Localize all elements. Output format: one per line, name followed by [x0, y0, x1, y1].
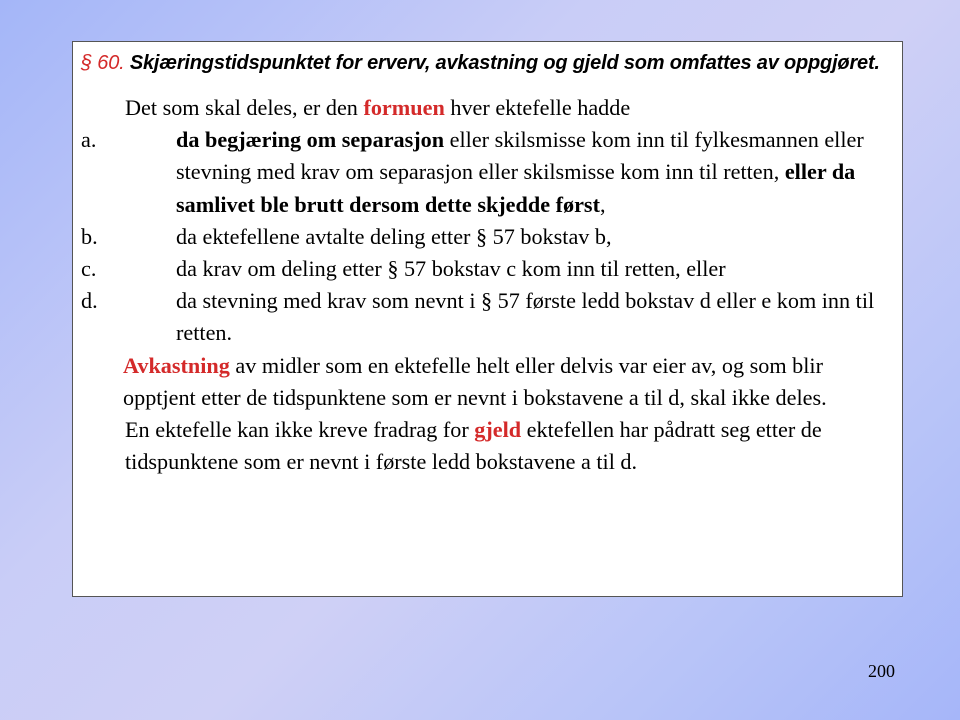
section-heading — [81, 48, 894, 78]
item-a-bold-2: eller da samlivet ble brutt dersom dette skjedde først — [176, 159, 856, 217]
avkastning-paragraph — [81, 350, 894, 414]
avkastning-text: av midler som en ektefelle helt eller delvis var eier av, og som blir opptjent etter de tidspunktene som er nevnt i bokstavene a til d, skal ikke deles. — [123, 352, 827, 410]
list-text: da krav om deling etter § 57 bokstav c kom inn til retten, eller — [176, 256, 726, 282]
gjeld-text-2: ektefellen har pådratt seg etter de tidspunktene som er nevnt i første ledd bokstavene a til d. — [125, 417, 822, 475]
list-letter: a. — [81, 127, 97, 153]
gjeld-paragraph — [81, 414, 894, 478]
list-item-c — [81, 253, 894, 285]
list-text: da stevning med krav som nevnt i § 57 første ledd bokstav d eller e kom inn til retten. — [176, 288, 875, 346]
gjeld-text-1: En ektefelle kan ikke kreve fradrag for — [125, 417, 475, 443]
list-letter: d. — [81, 288, 98, 314]
formuen-highlight: formuen — [363, 95, 445, 120]
section-number: § 60. — [81, 52, 125, 74]
gjeld-highlight: gjeld — [474, 417, 522, 443]
list-text: da ektefellene avtalte deling etter § 57 bokstav b, — [176, 223, 612, 249]
list-item-a — [81, 124, 894, 221]
item-a-text-2: , — [599, 191, 606, 217]
list-text — [176, 124, 894, 221]
list-letter: b. — [81, 223, 98, 249]
item-a-bold-1: da begjæring om separasjon — [176, 127, 445, 153]
intro-paragraph — [81, 92, 894, 124]
intro-text-2: hver ektefelle hadde — [444, 95, 631, 120]
list-letter: c. — [81, 256, 97, 282]
list-item-b — [81, 221, 894, 253]
section-title: Skjæringstidspunktet for erverv, avkastning og gjeld som omfattes av oppgjøret. — [129, 52, 880, 74]
avkastning-highlight: Avkastning — [123, 352, 230, 378]
law-text-box — [72, 41, 903, 597]
intro-text-1: Det som skal deles, er den — [125, 95, 364, 120]
list-item-d — [81, 285, 894, 349]
page-number: 200 — [868, 661, 895, 681]
item-a-text-1: eller skilsmisse kom inn til fylkesmannen eller stevning med krav om separasjon eller skilsmisse kom inn til retten, — [176, 127, 864, 185]
